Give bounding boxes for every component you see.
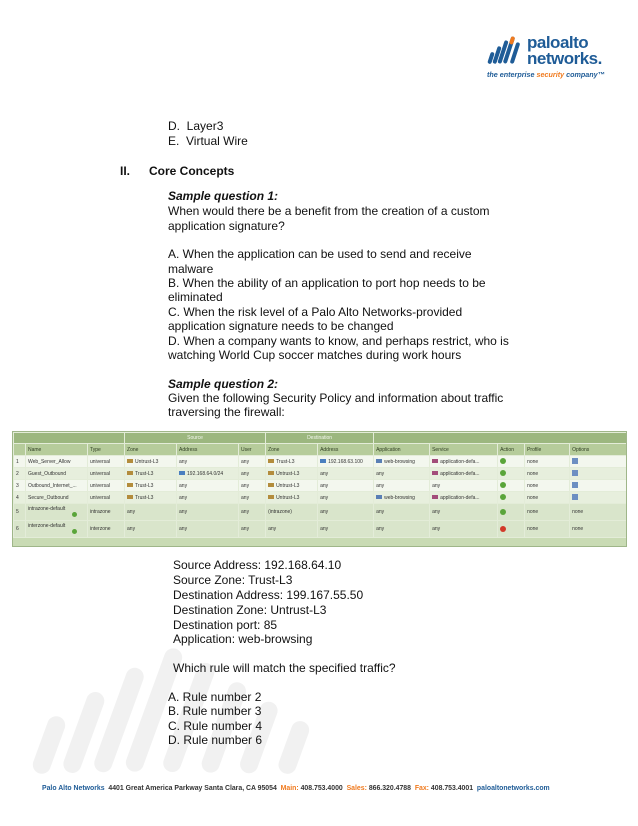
- default-rule-icon: [72, 529, 77, 534]
- col-header[interactable]: Action: [498, 444, 525, 456]
- service-icon: [432, 495, 438, 499]
- option-e: E. Virtual Wire: [168, 134, 248, 148]
- zone-icon: [127, 483, 133, 487]
- zone-icon: [268, 459, 274, 463]
- zone-icon: [268, 483, 274, 487]
- col-header[interactable]: Zone: [266, 444, 318, 456]
- section-numeral: II.: [120, 164, 131, 178]
- rule-name[interactable]: Outbound_Internet_...: [26, 480, 88, 492]
- q1-answer-line: watching World Cup soccer matches during work hours: [168, 348, 462, 362]
- q1-answer-line: malware: [168, 262, 214, 276]
- address-icon: [320, 459, 326, 463]
- options-icon[interactable]: [572, 458, 578, 464]
- policy-header-row: [14, 444, 627, 456]
- rule-name[interactable]: Guest_Outbound: [26, 468, 88, 480]
- traffic-line: Destination Zone: Untrust-L3: [173, 603, 327, 617]
- allow-icon: [500, 458, 506, 464]
- traffic-line: Application: web-browsing: [173, 632, 313, 646]
- options-icon[interactable]: [572, 494, 578, 500]
- service-icon: [432, 471, 438, 475]
- q1-text-line: When would there be a benefit from the creation of a custom: [168, 204, 490, 218]
- zone-icon: [127, 459, 133, 463]
- col-header[interactable]: Zone: [125, 444, 177, 456]
- policy-rule-row[interactable]: 3 Outbound_Internet_... universal Trust-L3 any any Untrust-L3 any any any none: [14, 480, 627, 492]
- allow-icon: [500, 509, 506, 515]
- allow-icon: [500, 470, 506, 476]
- policy-rule-row[interactable]: 1 Web_Server_Allow universal Untrust-L3 any any Trust-L3 192.168.63.100 web-browsing application-defa... none: [14, 456, 627, 468]
- col-header[interactable]: Application: [374, 444, 430, 456]
- logo-bars-icon: [487, 34, 523, 66]
- options-icon[interactable]: [572, 470, 578, 476]
- page-footer: Palo Alto Networks 4401 Great America Parkway Santa Clara, CA 95054 Main: 408.753.4000 Sales: 866.320.4788 Fax: 408.753.4001 paloaltonetworks.com: [42, 785, 550, 792]
- q1-answer-line: C. When the risk level of a Palo Alto Networks-provided: [168, 305, 463, 319]
- q1-heading: Sample question 1:: [168, 189, 279, 203]
- logo-wordmark-line2: networks.: [527, 49, 602, 68]
- logo-wordmark-line1: paloalto: [527, 33, 589, 52]
- q1-answer-line: D. When a company wants to know, and perhaps restrict, who is: [168, 334, 509, 348]
- q1-answer-line: application signature needs to be changed: [168, 319, 394, 333]
- col-header[interactable]: Address: [318, 444, 374, 456]
- col-header[interactable]: Name: [26, 444, 88, 456]
- traffic-line: Destination port: 85: [173, 618, 278, 632]
- col-header[interactable]: [14, 444, 26, 456]
- address-icon: [179, 471, 185, 475]
- q2-text-line: Given the following Security Policy and information about traffic: [168, 391, 504, 405]
- zone-icon: [268, 471, 274, 475]
- rule-name[interactable]: intrazone-default: [26, 504, 88, 521]
- traffic-line: Source Zone: Trust-L3: [173, 573, 293, 587]
- col-header[interactable]: Type: [88, 444, 125, 456]
- policy-rule-row[interactable]: 4 Secure_Outbound universal Trust-L3 any any Untrust-L3 any web-browsing application-defa... none: [14, 492, 627, 504]
- policy-group-destination: Destination: [266, 433, 374, 444]
- col-header[interactable]: Service: [430, 444, 498, 456]
- application-icon: [376, 459, 382, 463]
- zone-icon: [127, 471, 133, 475]
- col-header[interactable]: Options: [570, 444, 627, 456]
- default-rule-icon: [72, 512, 77, 517]
- q1-answer-line: A. When the application can be used to send and receive: [168, 247, 472, 261]
- traffic-line: Destination Address: 199.167.55.50: [173, 588, 364, 602]
- option-d: D. Layer3: [168, 119, 224, 133]
- q2-question: Which rule will match the specified traffic?: [173, 661, 396, 675]
- q2-answer: B. Rule number 3: [168, 704, 262, 718]
- col-header[interactable]: User: [239, 444, 266, 456]
- col-header[interactable]: Profile: [525, 444, 570, 456]
- options-icon[interactable]: [572, 482, 578, 488]
- q2-answer: A. Rule number 2: [168, 690, 262, 704]
- rule-name[interactable]: interzone-default: [26, 521, 88, 538]
- application-icon: [376, 495, 382, 499]
- section-title: Core Concepts: [149, 164, 235, 178]
- rule-name[interactable]: Secure_Outbound: [26, 492, 88, 504]
- q1-answer-line: B. When the ability of an application to port hop needs to be: [168, 276, 486, 290]
- q2-heading: Sample question 2:: [168, 377, 279, 391]
- q2-answer: D. Rule number 6: [168, 733, 263, 747]
- q1-answer-line: eliminated: [168, 290, 223, 304]
- policy-rule-row[interactable]: 6 interzone-default interzone any any any any any any any none none: [14, 521, 627, 538]
- deny-icon: [500, 526, 506, 532]
- zone-icon: [268, 495, 274, 499]
- rule-name[interactable]: Web_Server_Allow: [26, 456, 88, 468]
- allow-icon: [500, 494, 506, 500]
- q1-text-line: application signature?: [168, 219, 285, 233]
- website-link[interactable]: paloaltonetworks.com: [476, 785, 550, 792]
- zone-icon: [127, 495, 133, 499]
- logo-tagline: the enterprise security company™: [487, 70, 605, 79]
- policy-rule-row[interactable]: 5 intrazone-default intrazone any any any (intrazone) any any any none none: [14, 504, 627, 521]
- security-policy-table: [12, 431, 627, 547]
- q2-answer: C. Rule number 4: [168, 719, 263, 733]
- policy-rule-row[interactable]: 2 Guest_Outbound universal Trust-L3 192.168.64.0/24 any Untrust-L3 any any application-defa... none: [14, 468, 627, 480]
- company-logo: [487, 33, 617, 81]
- traffic-line: Source Address: 192.168.64.10: [173, 558, 342, 572]
- col-header[interactable]: Address: [177, 444, 239, 456]
- policy-group-source: Source: [125, 433, 266, 444]
- q2-text-line: traversing the firewall:: [168, 405, 285, 419]
- service-icon: [432, 459, 438, 463]
- allow-icon: [500, 482, 506, 488]
